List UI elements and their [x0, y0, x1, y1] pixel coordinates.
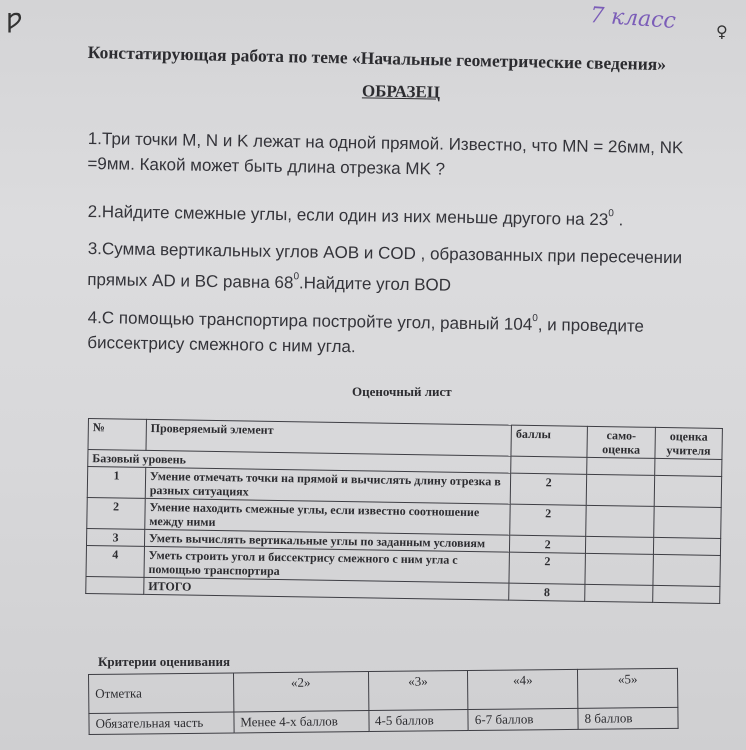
assessment-table	[85, 418, 723, 604]
criteria-table	[88, 668, 679, 735]
criteria-row-marks: Отметка «2» «3» «4» «5»	[89, 668, 678, 713]
task-2: 2.Найдите смежные углы, если один из них меньше другого на $23^0$ .	[87, 201, 624, 230]
task-3: 3.Сумма вертикальных углов AOB и COD , образованных при пересечении прямых AD и BC равна $68^0.Найдите$ угол BOD	[87, 238, 683, 295]
task-1: 1.Три точки M, N и K лежат на одной прямой. Известно, что MN = 26мм, NK =9мм. Какой может быть длина отрезка MK ?	[87, 128, 684, 179]
document-title: Констатирующая работа по теме «Начальные геометрические сведения»	[87, 42, 667, 75]
document-subtitle: ОБРАЗЕЦ	[361, 81, 441, 102]
header-points: баллы	[511, 425, 587, 457]
header-teacher: оценка учителя	[655, 427, 722, 459]
table-row: 4 Уметь строить угол и биссектрису смежного с ним угла с помощью транспортира 2	[86, 545, 720, 586]
header-self: само-оценка	[587, 426, 655, 458]
total-points: 8	[509, 583, 585, 601]
table-row: 3 Уметь вычислять вертикальные углы по заданным условиям 2	[86, 528, 720, 555]
level-label: Базовый уровень	[88, 450, 511, 474]
criteria-title: Критерии оценивания	[98, 654, 231, 669]
task-4: 4.С помощью транспортира постройте угол, равный $104^0$, и проведите биссектрису смежного с ним угла.	[87, 307, 645, 357]
table-row: 1 Умение отмечать точки на прямой и вычислять длину отрезка в разных ситуациях 2	[87, 467, 721, 508]
header-num: №	[88, 419, 146, 451]
pin-icon: ♀	[716, 22, 728, 41]
header-element: Проверяемый элемент	[146, 419, 512, 456]
table-row: 2 Умение находить смежные углы, если известно соотношение между ними 2	[87, 497, 721, 538]
handwritten-grade-note: 7 класс	[589, 3, 677, 34]
criteria-row-required: Обязательная часть Менее 4-х баллов 4-5 баллов 6-7 баллов 8 баллов	[89, 707, 678, 734]
total-label: ИТОГО	[144, 577, 509, 600]
pin-icon: ƿ	[6, 4, 23, 34]
assessment-sheet-title: Оценочный лист	[352, 384, 452, 399]
